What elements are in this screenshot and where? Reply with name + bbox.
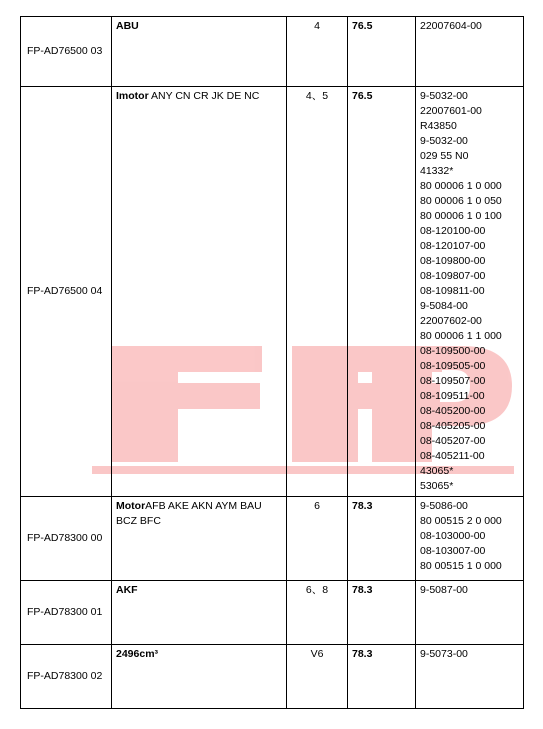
reference-number: 80 00006 1 1 000 <box>420 330 502 342</box>
table-row <box>21 17 524 87</box>
reference-number: 08-109507-00 <box>420 375 486 387</box>
reference-number: 80 00515 2 0 000 <box>420 515 502 527</box>
cylinder-count: 4 <box>287 17 348 87</box>
reference-number: 08-120107-00 <box>420 240 486 252</box>
reference-number: 22007602-00 <box>420 315 482 327</box>
reference-numbers <box>416 87 524 497</box>
cylinder-count: 6、8 <box>287 581 348 645</box>
engine-name: Motor <box>116 500 146 512</box>
engine-description <box>112 17 287 87</box>
reference-number: 41332* <box>420 165 454 177</box>
reference-number: 08-109505-00 <box>420 360 486 372</box>
reference-number: 9-5084-00 <box>420 300 468 312</box>
cylinder-count: 6 <box>287 497 348 581</box>
reference-number: 9-5073-00 <box>420 648 468 660</box>
part-code: FP-AD76500 04 <box>21 87 112 497</box>
part-code: FP-AD78300 01 <box>21 581 112 645</box>
reference-number: 08-405200-00 <box>420 405 486 417</box>
table-row <box>21 497 524 581</box>
table-row <box>21 87 524 497</box>
reference-number: 80 00006 1 0 000 <box>420 180 502 192</box>
engine-codes: ANY CN CR JK DE NC <box>148 90 260 102</box>
reference-number: 80 00006 1 0 100 <box>420 210 502 222</box>
engine-description <box>112 87 287 497</box>
reference-number: 53065* <box>420 480 454 492</box>
reference-number: 08-405205-00 <box>420 420 486 432</box>
reference-number: 08-103007-00 <box>420 545 486 557</box>
reference-number: R43850 <box>420 120 457 132</box>
reference-number: 80 00006 1 0 050 <box>420 195 502 207</box>
bore-diameter: 76.5 <box>348 87 416 497</box>
reference-numbers <box>416 497 524 581</box>
part-code: FP-AD78300 00 <box>21 497 112 581</box>
reference-number: 9-5087-00 <box>420 584 468 596</box>
reference-number: 08-405207-00 <box>420 435 486 447</box>
engine-codes: AFB AKE AKN AYM BAU BCZ BFC <box>116 500 262 527</box>
reference-numbers <box>416 645 524 709</box>
table-row <box>21 581 524 645</box>
engine-description <box>112 581 287 645</box>
reference-number: 80 00515 1 0 000 <box>420 560 502 572</box>
reference-number: 08-109800-00 <box>420 255 486 267</box>
engine-name: AKF <box>116 584 138 596</box>
reference-number: 08-103000-00 <box>420 530 486 542</box>
cylinder-count: 4、5 <box>287 87 348 497</box>
reference-number: 08-109811-00 <box>420 285 485 297</box>
engine-description <box>112 645 287 709</box>
reference-numbers <box>416 17 524 87</box>
reference-number: 08-405211-00 <box>420 450 485 462</box>
reference-number: 08-120100-00 <box>420 225 486 237</box>
reference-number: 9-5032-00 <box>420 90 468 102</box>
cylinder-count: V6 <box>287 645 348 709</box>
reference-numbers <box>416 581 524 645</box>
engine-name: Imotor <box>116 90 149 102</box>
bore-diameter: 76.5 <box>348 17 416 87</box>
bore-diameter: 78.3 <box>348 645 416 709</box>
reference-number: 9-5032-00 <box>420 135 468 147</box>
bore-diameter: 78.3 <box>348 497 416 581</box>
engine-name: 2496cm³ <box>116 648 159 660</box>
reference-number: 08-109807-00 <box>420 270 486 282</box>
part-code: FP-AD78300 02 <box>21 645 112 709</box>
reference-number: 43065* <box>420 465 454 477</box>
bore-diameter: 78.3 <box>348 581 416 645</box>
engine-name: ABU <box>116 20 139 32</box>
reference-number: 22007601-00 <box>420 105 482 117</box>
reference-number: 08-109500-00 <box>420 345 486 357</box>
reference-number: 08-109511-00 <box>420 390 485 402</box>
table-row <box>21 645 524 709</box>
part-code: FP-AD76500 03 <box>21 17 112 87</box>
reference-number: 22007604-00 <box>420 20 482 32</box>
engine-description <box>112 497 287 581</box>
reference-number: 029 55 N0 <box>420 150 469 162</box>
parts-table <box>20 16 524 709</box>
reference-number: 9-5086-00 <box>420 500 468 512</box>
